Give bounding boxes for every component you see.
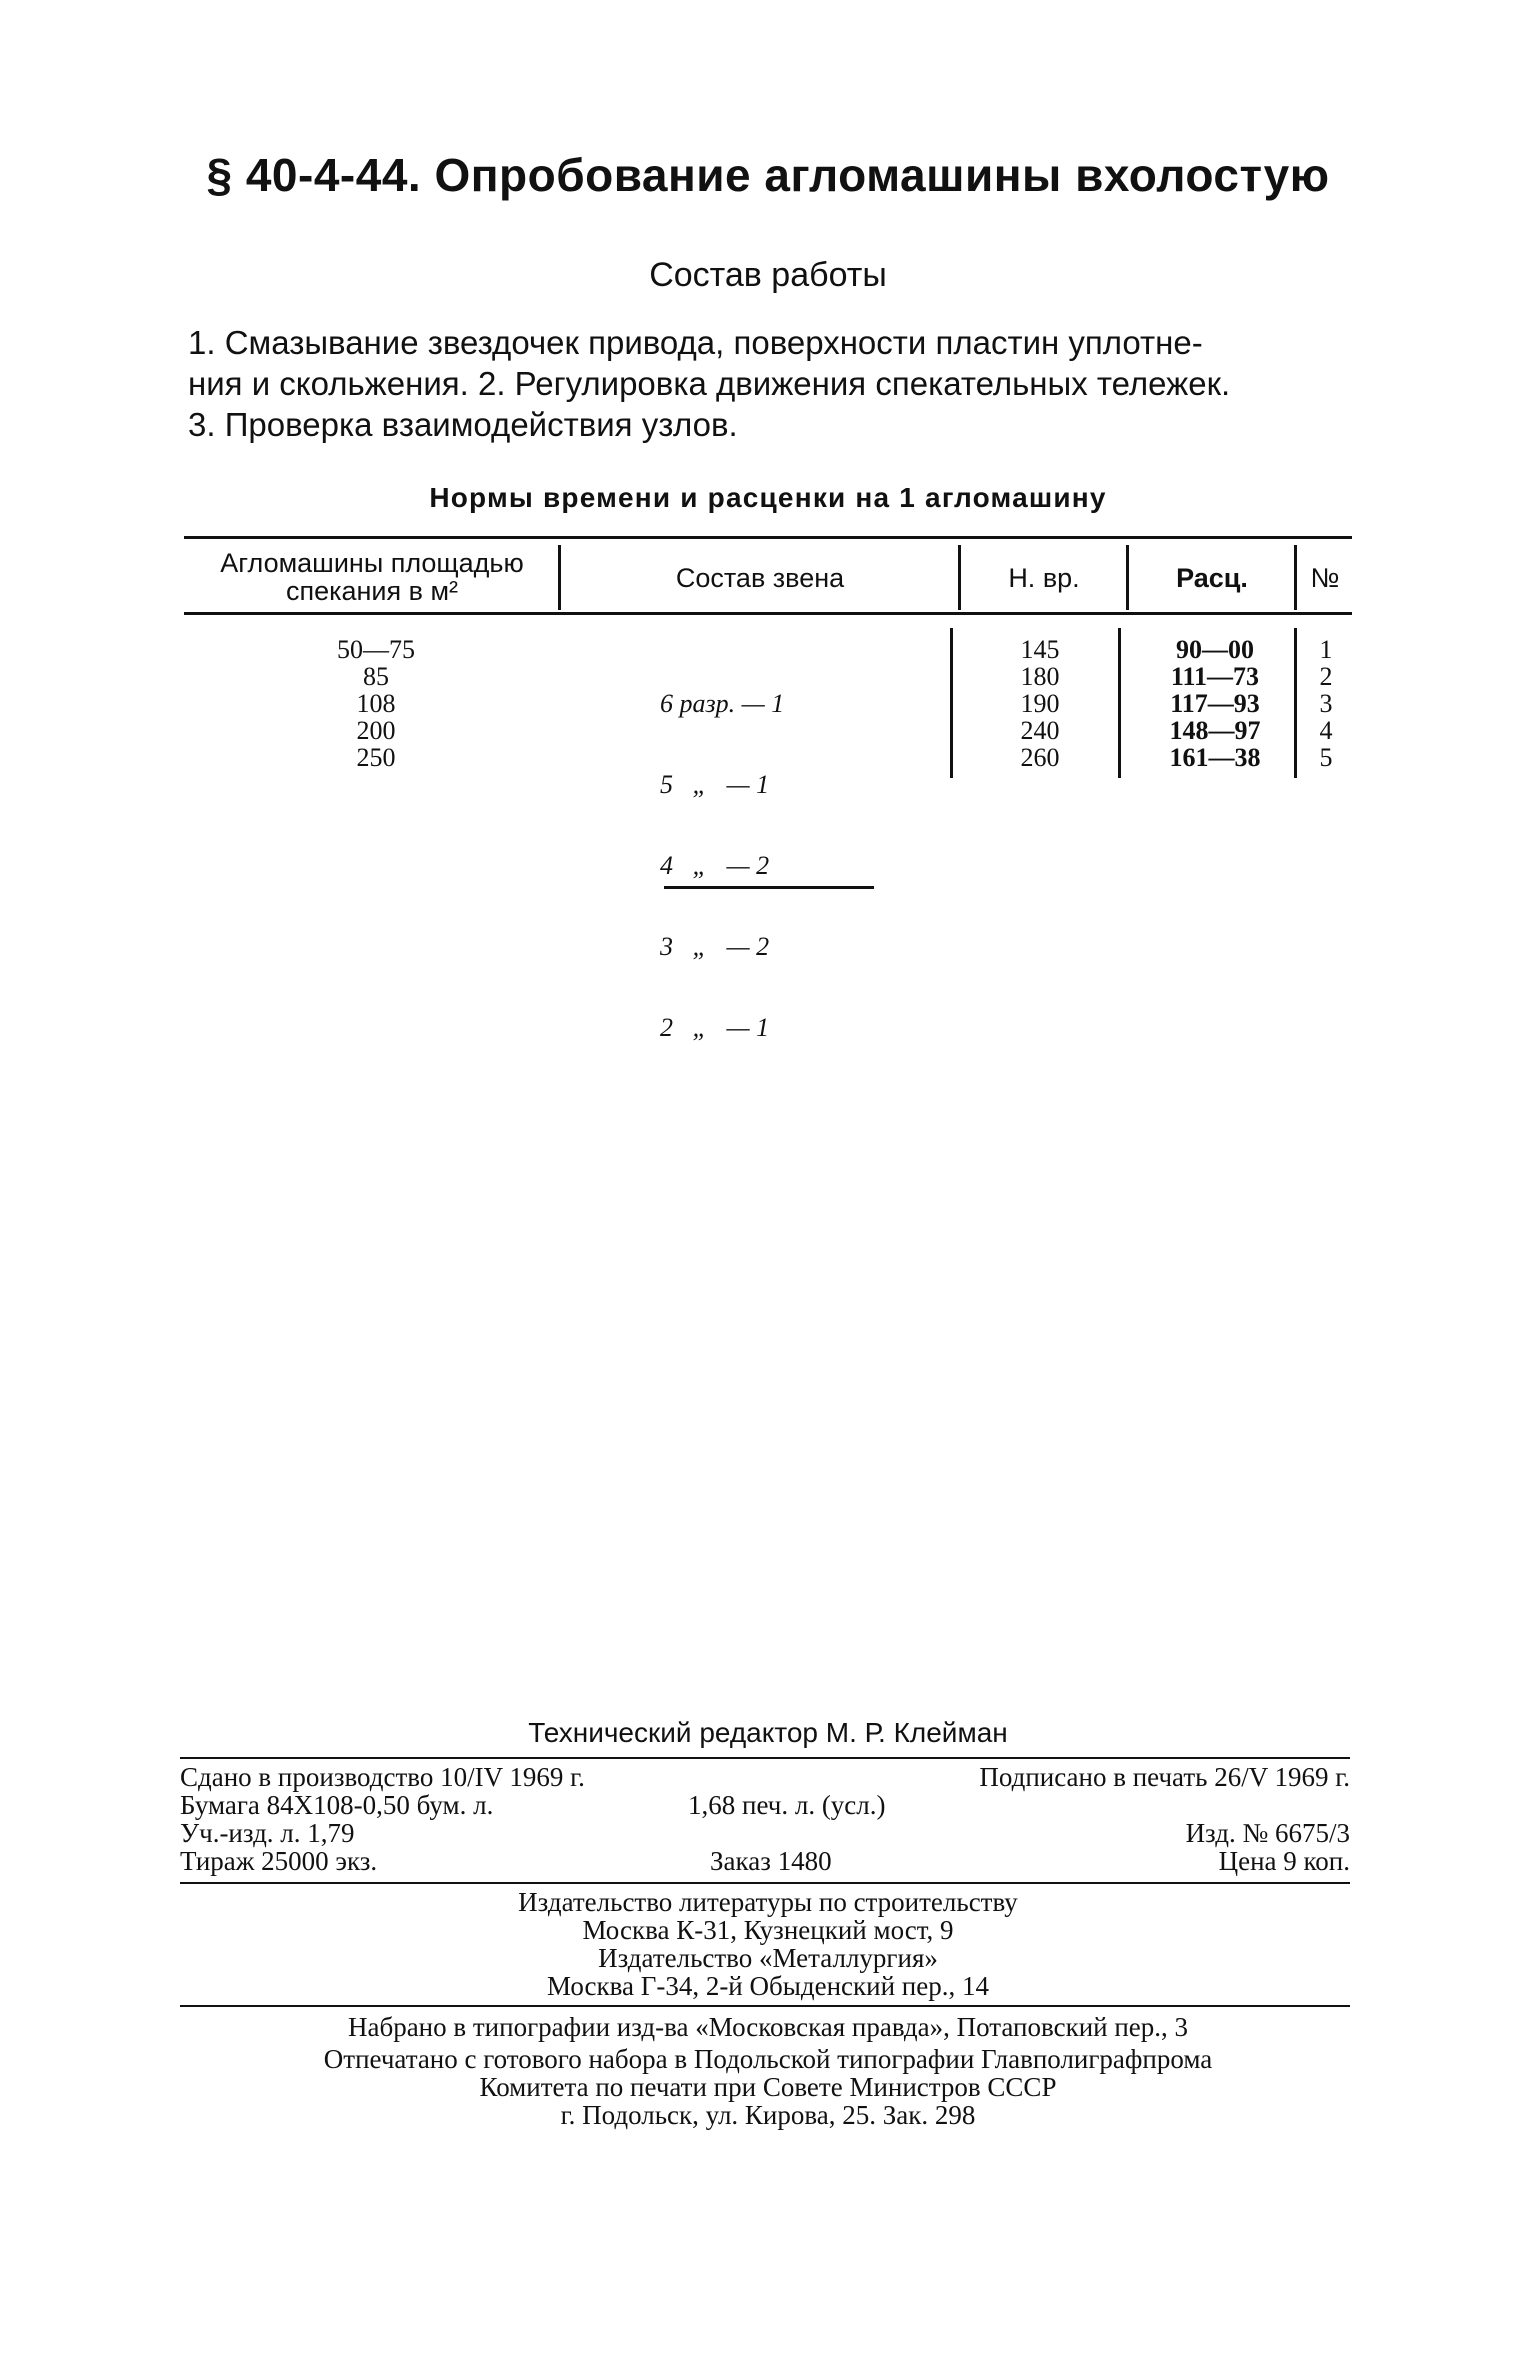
imprint-edition-sheets: Уч.-изд. л. 1,79: [180, 1818, 355, 1848]
table-row-rate: 90—00: [1176, 635, 1254, 664]
imprint-submitted: Сдано в производство 10/IV 1969 г.: [180, 1762, 585, 1792]
header-divider-1: [558, 545, 561, 610]
print-line-4: г. Подольск, ул. Кирова, 25. Зак. 298: [560, 2100, 976, 2130]
imprint-sheets: 1,68 печ. л. (усл.): [688, 1790, 886, 1820]
table-row-area: 50—75: [337, 635, 415, 664]
table-row-time: 145: [1020, 635, 1060, 664]
imprint-print-run: Тираж 25000 экз.: [180, 1846, 378, 1876]
table-row-rate: 161—38: [1169, 743, 1261, 772]
work-line-2: ния и скольжения. 2. Регулировка движения спекательных тележек.: [188, 365, 1231, 402]
header-rate: Расц.: [1176, 563, 1248, 593]
body-divider-3: [1294, 628, 1297, 778]
header-divider-4: [1294, 545, 1297, 610]
work-description: [186, 322, 1352, 445]
table-row-time: 260: [1020, 743, 1060, 772]
work-line-3: 3. Проверка взаимодействия узлов.: [188, 406, 738, 443]
table-caption: Нормы времени и расценки на 1 агломашину: [429, 482, 1107, 513]
table-row-time: 190: [1020, 689, 1060, 718]
table-row-crew: 3 „ — 2: [660, 932, 770, 961]
publisher-2: Издательство «Металлургия»: [598, 1943, 938, 1973]
header-area: [186, 549, 558, 605]
publisher-1-address: Москва К-31, Кузнецкий мост, 9: [582, 1915, 954, 1945]
table-row-crew: 5 „ — 1: [660, 770, 770, 799]
body-divider-2: [1118, 628, 1121, 778]
imprint-price: Цена 9 коп.: [1218, 1846, 1350, 1876]
table-row-time: 180: [1020, 662, 1060, 691]
table-row-rate: 117—93: [1170, 689, 1260, 718]
print-line-3: Комитета по печати при Совете Министров СССР: [479, 2072, 1057, 2102]
imprint-order: Заказ 1480: [710, 1846, 832, 1876]
table-row-num: 5: [1319, 743, 1333, 772]
table-top-rule: [184, 536, 1352, 539]
table-row-num: 4: [1319, 716, 1333, 745]
imprint-signed: Подписано в печать 26/V 1969 г.: [979, 1762, 1350, 1792]
col-num: [1306, 636, 1346, 771]
table-row-num: 3: [1319, 689, 1333, 718]
header-num: №: [1310, 563, 1340, 593]
table-row-rate: 111—73: [1170, 662, 1260, 691]
header-divider-3: [1126, 545, 1129, 610]
imprint-publication-number: Изд. № 6675/3: [1185, 1818, 1350, 1848]
body-divider-1: [950, 628, 953, 778]
col-area: [286, 636, 466, 771]
table-row-num: 1: [1319, 635, 1333, 664]
imprint-rule-2: [180, 1882, 1350, 1884]
table-row-area: 200: [356, 716, 396, 745]
table-row-rate: 148—97: [1169, 716, 1261, 745]
table-row-crew: 6 разр. — 1: [660, 689, 785, 718]
header-crew: Состав звена: [675, 563, 845, 593]
header-time: Н. вр.: [1008, 563, 1080, 593]
table-row-area: 85: [363, 662, 389, 691]
table-row-area: 108: [356, 689, 396, 718]
table-row-time: 240: [1020, 716, 1060, 745]
col-crew: [660, 636, 900, 1095]
publisher-1: Издательство литературы по строительству: [518, 1887, 1018, 1917]
table-row-crew: 2 „ — 1: [660, 1013, 770, 1042]
table-row-crew: 4 „ — 2: [660, 851, 770, 880]
table-row-num: 2: [1319, 662, 1333, 691]
work-heading: Состав работы: [649, 256, 887, 294]
print-line-2: Отпечатано с готового набора в Подольской типографии Главполиграфпрома: [323, 2044, 1213, 2074]
imprint-rule-1: [180, 1757, 1350, 1759]
publisher-2-address: Москва Г-34, 2-й Обыденский пер., 14: [546, 1971, 989, 2001]
technical-editor: Технический редактор М. Р. Клейман: [528, 1717, 1008, 1748]
print-line-1: Набрано в типографии изд-ва «Московская правда», Потаповский пер., 3: [347, 2012, 1189, 2042]
header-divider-2: [958, 545, 961, 610]
col-rate: [1140, 636, 1290, 771]
table-header-rule: [184, 612, 1352, 615]
imprint-rule-3: [180, 2005, 1350, 2007]
header-area-line-2: спекания в м²: [285, 576, 459, 606]
table-row-area: 250: [356, 743, 396, 772]
work-line-1: 1. Смазывание звездочек привода, поверхности пластин уплотне-: [188, 324, 1203, 361]
header-area-line-1: Агломашины площадью: [220, 548, 524, 578]
imprint-paper: Бумага 84X108-0,50 бум. л.: [180, 1790, 494, 1820]
end-rule: [664, 886, 874, 889]
col-time: [980, 636, 1100, 771]
section-title: § 40-4-44. Опробование агломашины вхолостую: [206, 149, 1330, 201]
